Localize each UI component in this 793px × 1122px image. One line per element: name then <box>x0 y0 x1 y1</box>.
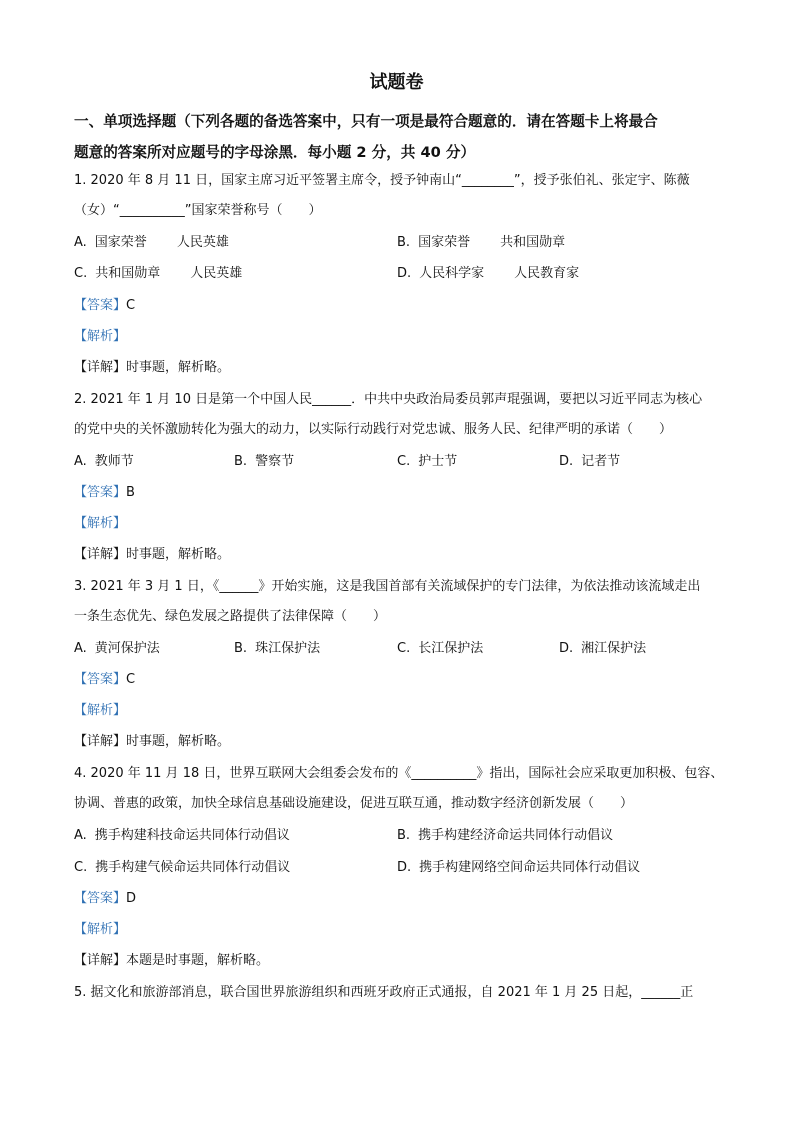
question-1-line-2: （女）“__________”国家荣誉称号（ ） <box>74 203 322 218</box>
question-3-option-b: B. 珠江保护法 <box>234 641 321 656</box>
question-1-detail: 【详解】时事题，解析略。 <box>74 360 231 375</box>
question-2-analysis-label: 【解析】 <box>74 516 127 531</box>
question-1-analysis-label: 【解析】 <box>74 329 127 344</box>
question-4-analysis-label: 【解析】 <box>74 922 127 937</box>
question-4-option-c: C. 携手构建气候命运共同体行动倡议 <box>74 860 291 875</box>
section-heading <box>74 106 724 168</box>
question-2-detail: 【详解】时事题，解析略。 <box>74 547 231 562</box>
question-2-line-2: 的党中央的关怀激励转化为强大的动力，以实际行动践行对党忠诚、服务人民、纪律严明的承诺（ ） <box>74 422 673 437</box>
question-2-option-a: A. 教师节 <box>74 454 134 469</box>
question-1-option-d: D. 人民科学家 人民教育家 <box>397 266 580 281</box>
page-title: 试题卷 <box>369 72 424 93</box>
question-3-option-d: D. 湘江保护法 <box>559 641 647 656</box>
question-2-option-c: C. 护士节 <box>397 454 458 469</box>
question-1-answer: 【答案】C <box>74 298 136 313</box>
question-4-option-b: B. 携手构建经济命运共同体行动倡议 <box>397 828 614 843</box>
section-heading-line-2: 题意的答案所对应题号的字母涂黑．每小题 2 分，共 40 分） <box>74 144 476 161</box>
question-2-line-1: 2. 2021 年 1 月 10 日是第一个中国人民______．中共中央政治局委员郭声琨强调，要把以习近平同志为核心 <box>74 392 703 407</box>
question-3-option-a: A. 黄河保护法 <box>74 641 160 656</box>
question-4-option-d: D. 携手构建网络空间命运共同体行动倡议 <box>397 860 641 875</box>
question-1-option-c: C. 共和国勋章 人民英雄 <box>74 266 243 281</box>
question-5-line-1: 5. 据文化和旅游部消息，联合国世界旅游组织和西班牙政府正式通报，自 2021 年 1 月 25 日起，______正 <box>74 985 694 1000</box>
question-4-answer: 【答案】D <box>74 891 137 906</box>
question-4-line-1: 4. 2020 年 11 月 18 日，世界互联网大会组委会发布的《__________》指出，国际社会应采取更加积极、包容、 <box>74 766 724 781</box>
question-3-line-2: 一条生态优先、绿色发展之路提供了法律保障（ ） <box>74 609 387 624</box>
question-1-line-1: 1. 2020 年 8 月 11 日，国家主席习近平签署主席令，授予钟南山“________”，授予张伯礼、张定宇、陈薇 <box>74 173 690 188</box>
question-3-answer: 【答案】C <box>74 672 136 687</box>
question-3-line-1: 3. 2021 年 3 月 1 日，《______》开始实施，这是我国首部有关流域保护的专门法律，为依法推动该流域走出 <box>74 579 701 594</box>
question-2-option-b: B. 警察节 <box>234 454 295 469</box>
question-1-option-a: A. 国家荣誉 人民英雄 <box>74 235 229 250</box>
question-4-option-a: A. 携手构建科技命运共同体行动倡议 <box>74 828 290 843</box>
question-4-detail: 【详解】本题是时事题，解析略。 <box>74 953 270 968</box>
question-3-detail: 【详解】时事题，解析略。 <box>74 734 231 749</box>
question-1-option-b: B. 国家荣誉 共和国勋章 <box>397 235 566 250</box>
section-heading-line-1: 一、单项选择题（下列各题的备选答案中，只有一项是最符合题意的．请在答题卡上将最合 <box>74 113 658 130</box>
question-4-line-2: 协调、普惠的政策，加快全球信息基础设施建设，促进互联互通，推动数字经济创新发展（ ） <box>74 796 634 811</box>
question-2-option-d: D. 记者节 <box>559 454 621 469</box>
question-2-answer: 【答案】B <box>74 485 135 500</box>
question-3-option-c: C. 长江保护法 <box>397 641 484 656</box>
question-3-analysis-label: 【解析】 <box>74 703 127 718</box>
